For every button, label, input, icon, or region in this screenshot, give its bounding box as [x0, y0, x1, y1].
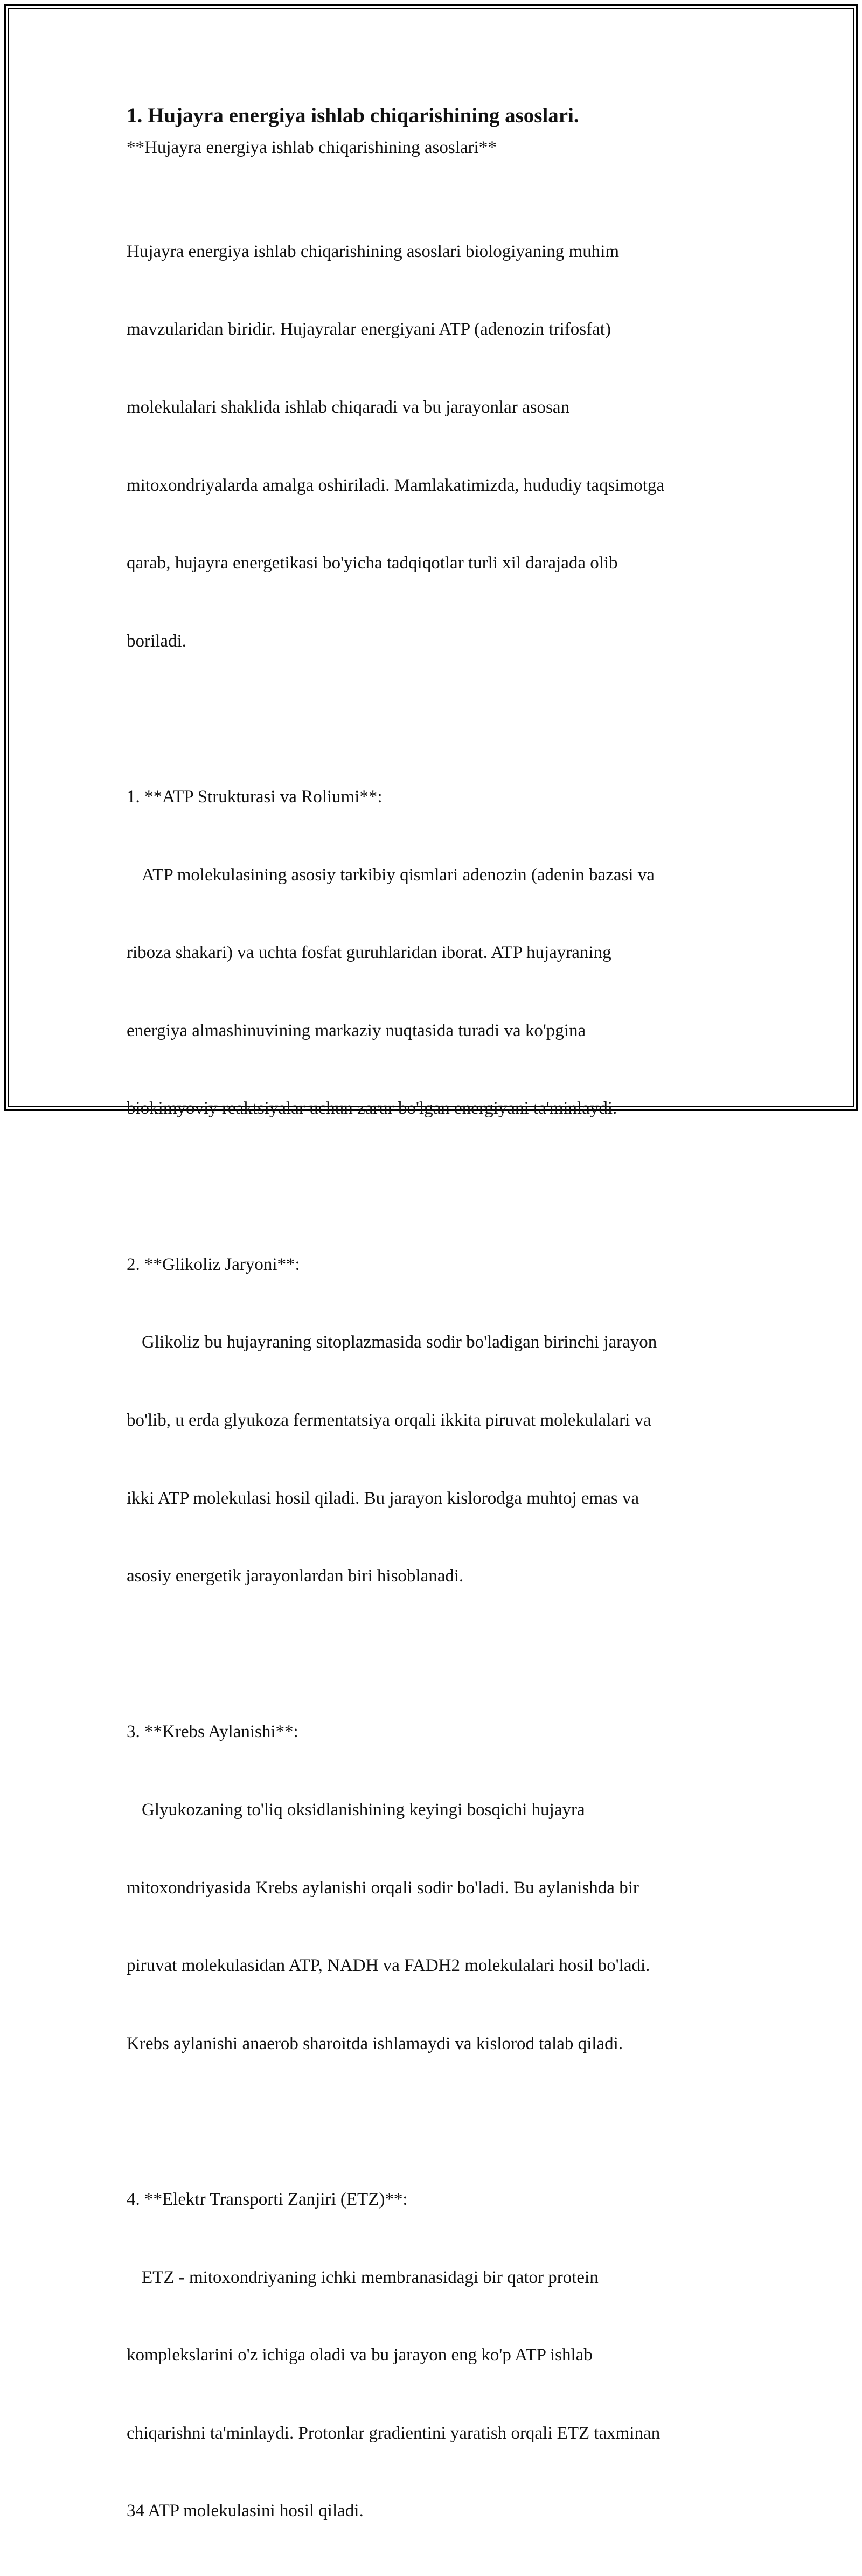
- section-line: biokimyoviy reaktsiyalar uchun zarur bo'lgan energiyani ta'minlaydi.: [127, 1099, 617, 1119]
- section-line: komplekslarini o'z ichiga oladi va bu jarayon eng ko'p ATP ishlab: [127, 2345, 593, 2365]
- section-line: chiqarishni ta'minlaydi. Protonlar gradientini yaratish orqali ETZ taxminan: [127, 2423, 661, 2443]
- intro-line: molekulalari shaklida ishlab chiqaradi va bu jarayonlar asosan: [127, 398, 569, 418]
- section-etz: [127, 2135, 735, 2576]
- document-heading: 1. Hujayra energiya ishlab chiqarishining asoslari.: [127, 104, 579, 127]
- section-title: 1. **ATP Strukturasi va Roliumi**:: [127, 787, 383, 807]
- intro-line: boriladi.: [127, 631, 186, 651]
- section-line: Glikoliz bu hujayraning sitoplazmasida sodir bo'ladigan birinchi jarayon: [142, 1332, 657, 1352]
- section-line: piruvat molekulasidan ATP, NADH va FADH2 molekulalari hosil bo'ladi.: [127, 1956, 650, 1976]
- section-line: energiya almashinuvining markaziy nuqtasida turadi va ko'pgina: [127, 1020, 586, 1040]
- document-body: [127, 97, 735, 2576]
- section-line: ETZ - mitoxondriyaning ichki membranasidagi bir qator protein: [142, 2267, 599, 2287]
- section-line: mitoxondriyasida Krebs aylanishi orqali sodir bo'ladi. Bu aylanishda bir: [127, 1878, 639, 1898]
- section-line: riboza shakari) va uchta fosfat guruhlaridan iborat. ATP hujayraning: [127, 943, 611, 963]
- section-title: 2. **Glikoliz Jaryoni**:: [127, 1254, 300, 1274]
- section-atp: [127, 732, 735, 1174]
- section-line: Krebs aylanishi anaerob sharoitda ishlamaydi va kislorod talab qiladi.: [127, 2033, 623, 2053]
- section-line: ATP molekulasining asosiy tarkibiy qismlari adenozin (adenin bazasi va: [142, 865, 655, 885]
- intro-line: qarab, hujayra energetikasi bo'yicha tadqiqotlar turli xil darajada olib: [127, 553, 618, 573]
- document-subtitle: **Hujayra energiya ishlab chiqarishining asoslari**: [127, 138, 497, 157]
- section-krebs: [127, 1667, 735, 2108]
- section-line: asosiy energetik jarayonlardan biri hisoblanadi.: [127, 1566, 464, 1586]
- section-line: Glyukozaning to'liq oksidlanishining keyingi bosqichi hujayra: [142, 1800, 585, 1820]
- intro-line: Hujayra energiya ishlab chiqarishining asoslari biologiyaning muhim: [127, 241, 620, 261]
- section-glikoliz: [127, 1199, 735, 1641]
- section-title: 3. **Krebs Aylanishi**:: [127, 1722, 298, 1742]
- intro-line: mitoxondriyalarda amalga oshiriladi. Mamlakatimizda, hududiy taqsimotga: [127, 475, 665, 495]
- section-title: 4. **Elektr Transporti Zanjiri (ETZ)**:: [127, 2189, 408, 2209]
- intro-line: mavzularidan biridir. Hujayralar energiyani ATP (adenozin trifosfat): [127, 320, 611, 339]
- section-line: 34 ATP molekulasini hosil qiladi.: [127, 2501, 364, 2521]
- intro-paragraph: [127, 186, 735, 706]
- section-line: bo'lib, u erda glyukoza fermentatsiya orqali ikkita piruvat molekulalari va: [127, 1410, 651, 1430]
- section-line: ikki ATP molekulasi hosil qiladi. Bu jarayon kislorodga muhtoj emas va: [127, 1488, 639, 1508]
